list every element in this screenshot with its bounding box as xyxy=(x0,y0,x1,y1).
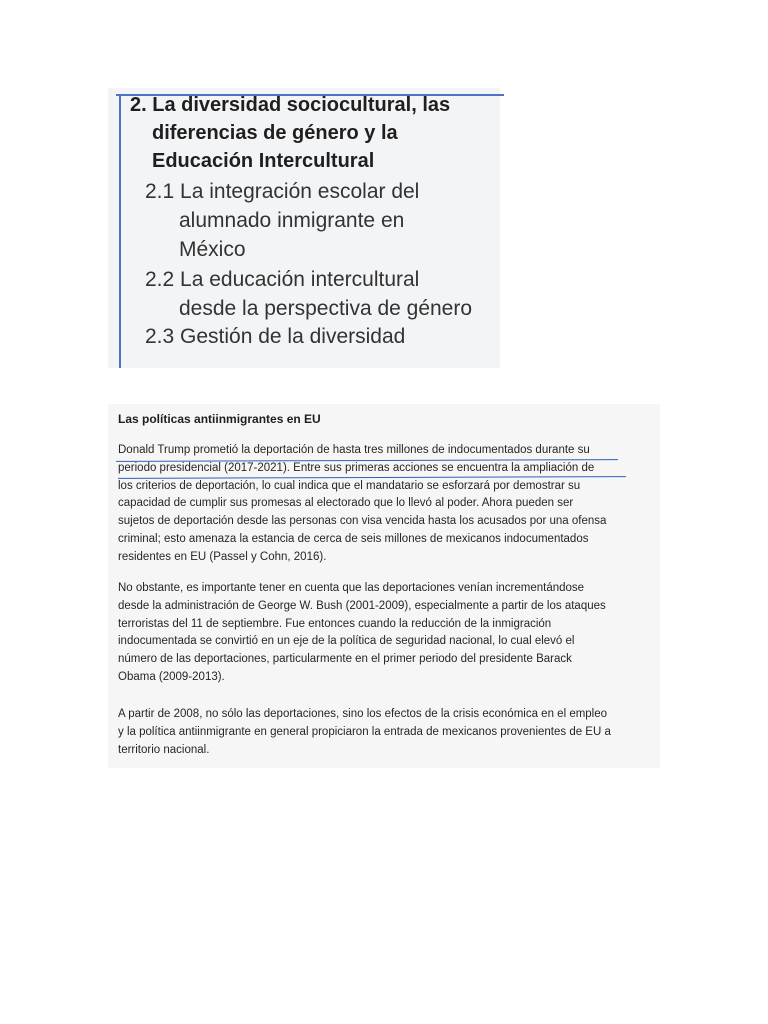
article-excerpt xyxy=(108,404,660,768)
paragraph-line: los criterios de deportación, lo cual indica que el mandatario se esforzará por demostrar su xyxy=(118,479,581,492)
heading-line: 2. La diversidad sociocultural, las xyxy=(130,94,451,116)
article-paragraph xyxy=(118,706,611,759)
paragraph-line: desde la administración de George W. Bush (2001-2009), especialmente a partir de los ataques xyxy=(118,599,606,612)
subsection-line: alumnado inmigrante en xyxy=(179,209,405,232)
paragraph-line: terroristas del 11 de septiembre. Fue entonces cuando la reducción de la inmigración xyxy=(118,617,552,630)
paragraph-line: sujetos de deportación desde las personas con visa vencida hasta los acusados por una ofensa xyxy=(118,515,607,528)
subsection-2-3 xyxy=(145,322,405,351)
paragraph-line: No obstante, es importante tener en cuenta que las deportaciones venían incrementándose xyxy=(118,582,585,594)
paragraph-line: indocumentada se convirtió en un eje de la política de seguridad nacional, lo cual elevó el xyxy=(118,635,575,648)
article-title: Las políticas antiinmigrantes en EU xyxy=(118,412,321,426)
subsection-line: 2.2 La educación intercultural xyxy=(145,268,420,291)
paragraph-line: Donald Trump prometió la deportación de hasta tres millones de indocumentados durante su xyxy=(118,444,590,456)
heading-line: diferencias de género y la xyxy=(152,122,398,144)
paragraph-line: y la política antiinmigrante en general propiciaron la entrada de mexicanos provenientes de EU a xyxy=(118,725,611,738)
slide-left-rule xyxy=(119,94,121,368)
subsection-line: México xyxy=(179,238,246,261)
subsection-line: 2.1 La integración escolar del xyxy=(145,180,420,203)
paragraph-line: residentes en EU (Passel y Cohn, 2016). xyxy=(118,550,327,563)
article-paragraph xyxy=(118,580,606,687)
paragraph-line: A partir de 2008, no sólo las deportaciones, sino los efectos de la crisis económica en el empleo xyxy=(118,708,608,720)
subsection-line: 2.3 Gestión de la diversidad xyxy=(145,325,406,348)
paragraph-line: criminal; esto amenaza la estancia de cerca de seis millones de mexicanos indocumentados xyxy=(118,532,589,545)
paragraph-line: periodo presidencial (2017-2021). Entre sus primeras acciones se encuentra la ampliación de xyxy=(118,461,595,474)
paragraph-line: Obama (2009-2013). xyxy=(118,670,225,683)
subsection-2-1 xyxy=(145,177,419,264)
heading-line: Educación Intercultural xyxy=(152,150,375,172)
outline-slide-image xyxy=(108,88,500,368)
subsection-2-2 xyxy=(145,265,472,323)
paragraph-line: territorio nacional. xyxy=(118,743,210,756)
slide-section-heading xyxy=(130,91,450,175)
paragraph-line: capacidad de cumplir sus promesas al electorado que lo llevó al poder. Ahora pueden ser xyxy=(118,497,574,510)
paragraph-line: número de las deportaciones, particularmente en el primer periodo del presidente Barack xyxy=(118,653,572,666)
subsection-line: desde la perspectiva de género xyxy=(179,297,473,320)
